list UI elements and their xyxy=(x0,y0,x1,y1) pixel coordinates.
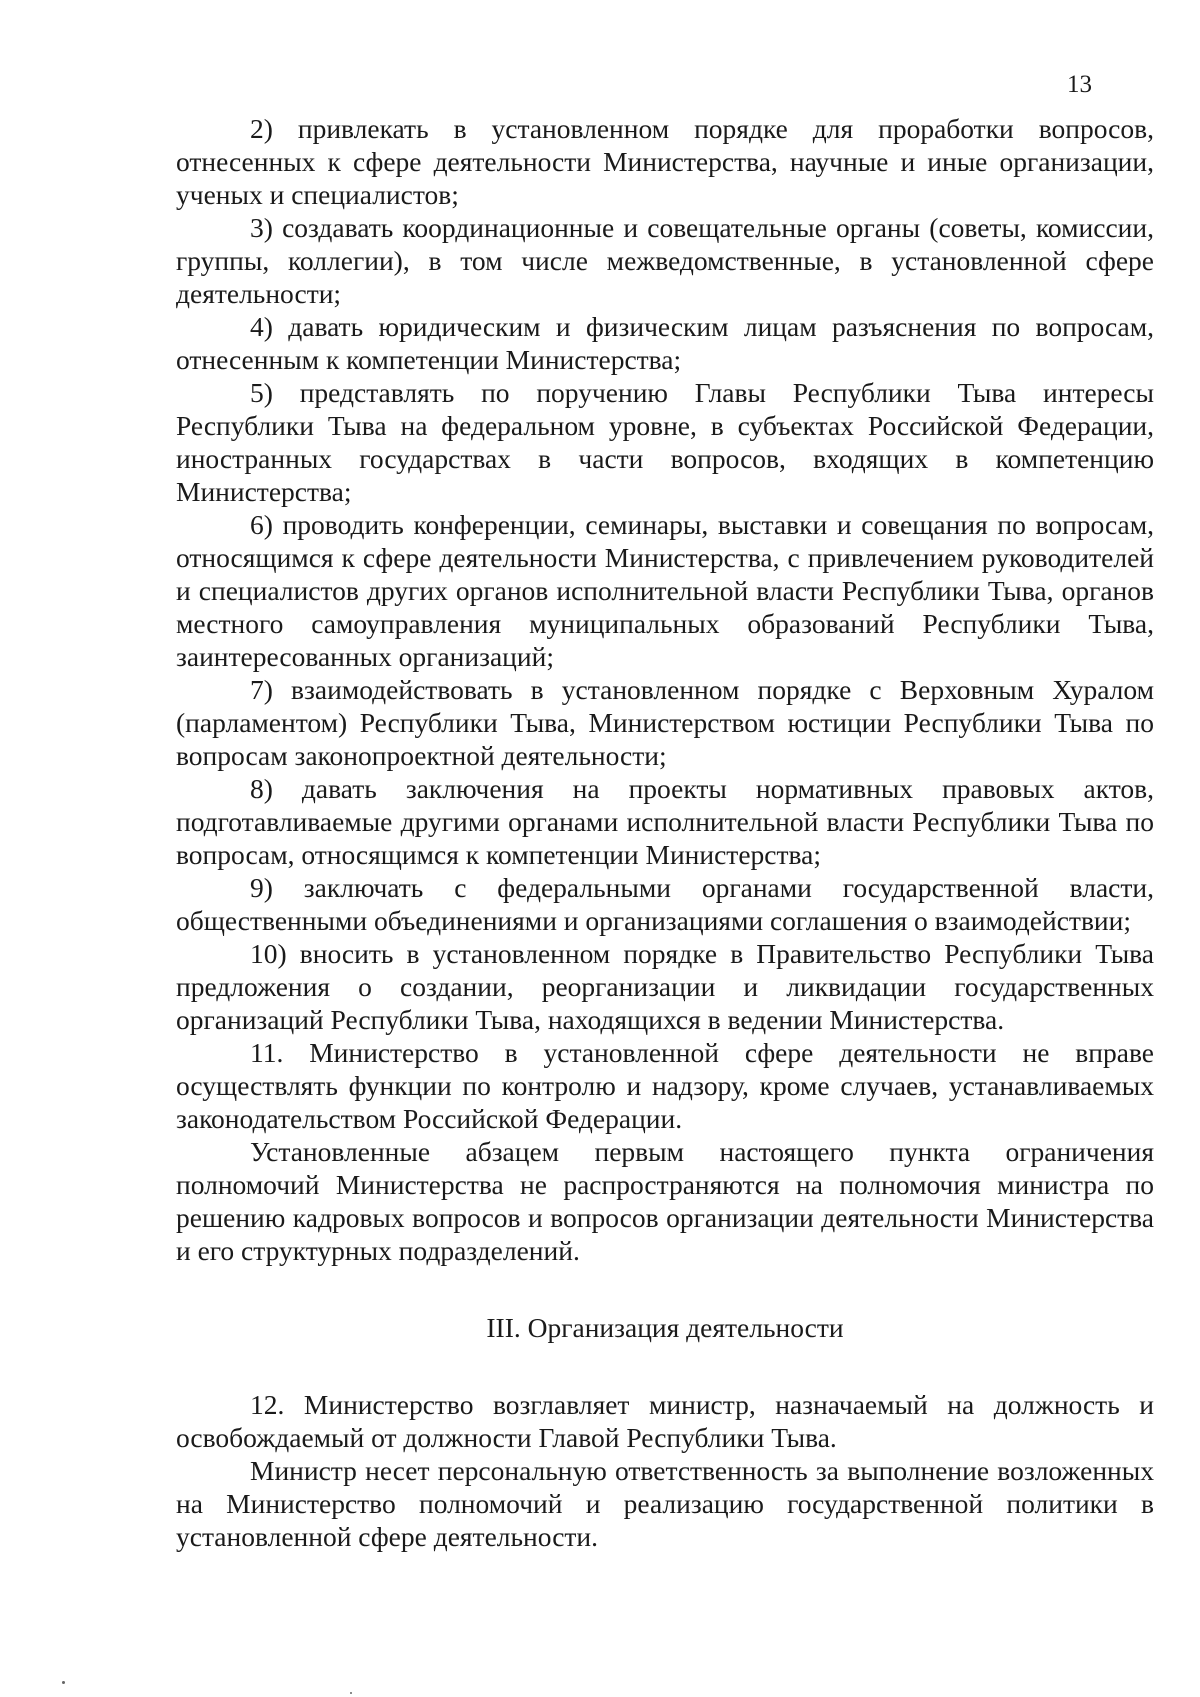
paragraph-item-6: 6) проводить конференции, семинары, выставки и совещания по вопросам, относящимся к сфере деятельности Министерства, с привлечением руководителей и специалистов других органов исполнительной власти Республики Тыва, органов местного самоуправления муниципальных образований Республики Тыва, заинтересованных организаций; xyxy=(176,509,1154,672)
paragraph-item-7: 7) взаимодействовать в установленном порядке с Верховным Хуралом (парламентом) Республики Тыва, Министерством юстиции Республики Тыва по вопросам законопроектной деятельности; xyxy=(176,674,1154,771)
paragraph-clause-12: 12. Министерство возглавляет министр, назначаемый на должность и освобождаемый от должности Главой Республики Тыва. xyxy=(176,1389,1154,1453)
paragraph-item-8: 8) давать заключения на проекты нормативных правовых актов, подготавливаемые другими органами исполнительной власти Республики Тыва по вопросам, относящимся к компетенции Министерства; xyxy=(176,773,1154,870)
paragraph-item-2: 2) привлекать в установленном порядке для проработки вопросов, отнесенных к сфере деятельности Министерства, научные и иные организации, ученых и специалистов; xyxy=(176,113,1154,210)
paragraph-item-3: 3) создавать координационные и совещательные органы (советы, комиссии, группы, коллегии), в том числе межведомственные, в установленной сфере деятельности; xyxy=(176,212,1154,309)
paragraph-item-10: 10) вносить в установленном порядке в Правительство Республики Тыва предложения о создании, реорганизации и ликвидации государственных организаций Республики Тыва, находящихся в ведении Министерства. xyxy=(176,938,1154,1035)
paragraph-clause-11: 11. Министерство в установленной сфере деятельности не вправе осуществлять функции по контролю и надзору, кроме случаев, устанавливаемых законодательством Российской Федерации. xyxy=(176,1037,1154,1134)
page-number: 13 xyxy=(1067,71,1092,98)
paragraph-clause-11-limitation: Установленные абзацем первым настоящего пункта ограничения полномочий Министерства не распространяются на полномочия министра по решению кадровых вопросов и вопросов организации деятельности Министерства и его структурных подразделений. xyxy=(176,1136,1154,1266)
paragraph-item-4: 4) давать юридическим и физическим лицам разъяснения по вопросам, отнесенным к компетенции Министерства; xyxy=(176,311,1154,375)
paragraph-minister-responsibility: Министр несет персональную ответственность за выполнение возложенных на Министерство полномочий и реализацию государственной политики в установленной сфере деятельности. xyxy=(176,1455,1154,1552)
document-body xyxy=(176,112,1154,1553)
scan-speck xyxy=(62,1681,65,1684)
paragraph-item-9: 9) заключать с федеральными органами государственной власти, общественными объединениями и организациями соглашения о взаимодействии; xyxy=(176,872,1154,936)
scan-speck xyxy=(350,1692,352,1694)
paragraph-item-5: 5) представлять по поручению Главы Республики Тыва интересы Республики Тыва на федеральном уровне, в субъектах Российской Федерации, иностранных государствах в части вопросов, входящих в компетенцию Министерства; xyxy=(176,377,1154,507)
section-heading: III. Организация деятельности xyxy=(486,1312,844,1343)
